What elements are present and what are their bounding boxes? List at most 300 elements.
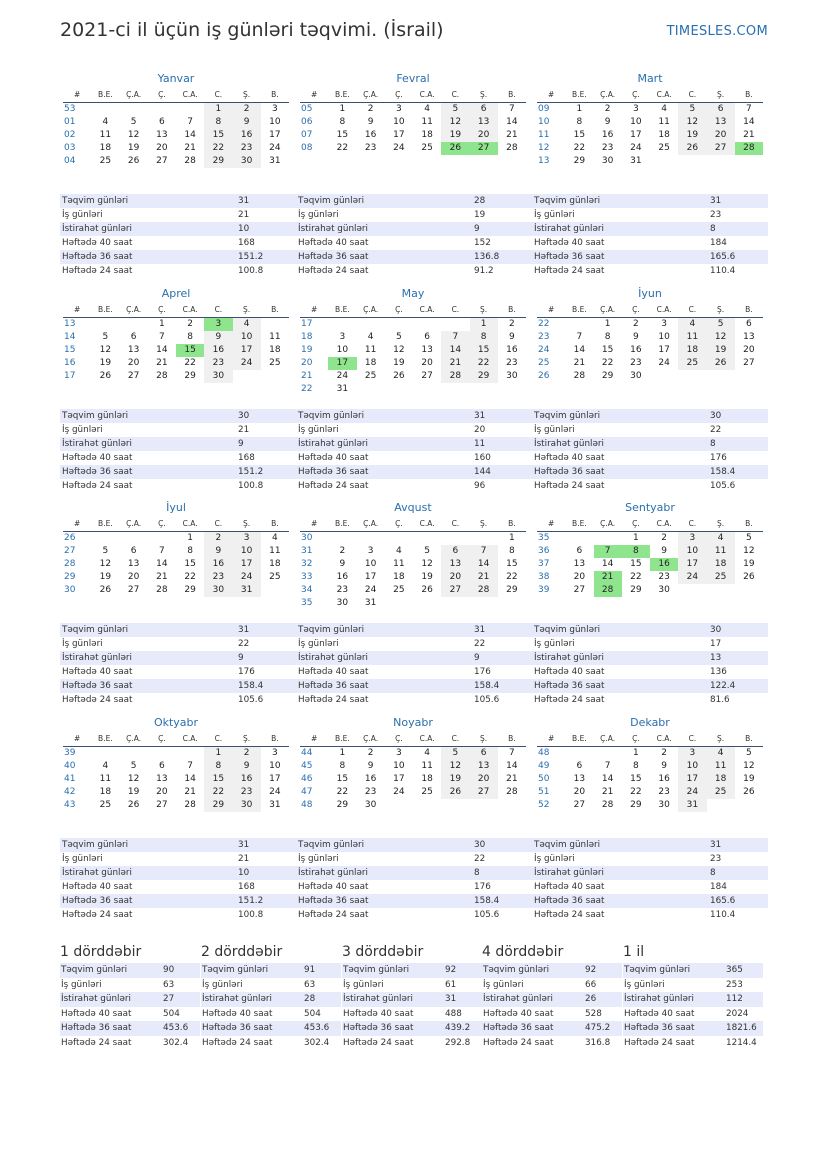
week-row [300, 102, 526, 116]
weekday-header: # [537, 732, 565, 746]
stat-value: 63 [303, 978, 341, 993]
stat-value: 9 [472, 222, 532, 236]
stat-value: 100.8 [236, 479, 296, 493]
day-cell: 4 [424, 103, 430, 114]
day-cell: 24 [658, 357, 670, 368]
week-row [537, 545, 763, 558]
stat-row [532, 236, 768, 250]
day-cell: 18 [269, 344, 281, 355]
weekend-day-cell: 24 [678, 786, 706, 799]
stat-value: 8 [708, 866, 768, 880]
weekend-day-cell: 5 [441, 746, 469, 760]
weekday-header: # [63, 303, 91, 317]
month-stats [532, 409, 768, 493]
month-name: Avqust [394, 501, 432, 514]
week-number: 35 [538, 532, 550, 543]
weekend-day-cell: 22 [470, 357, 498, 370]
day-cell: 23 [658, 571, 670, 582]
stat-value: 136 [708, 665, 768, 679]
stat-value: 10 [236, 866, 296, 880]
day-cell: 19 [421, 571, 433, 582]
day-cell [120, 317, 148, 331]
stat-value: 92 [444, 963, 482, 978]
week-number: 11 [538, 129, 550, 140]
month-name: Fevral [396, 72, 430, 85]
stat-row [60, 451, 296, 465]
stat-label: Təqvim günləri [532, 194, 708, 208]
day-cell: 20 [156, 142, 168, 153]
weekend-day-cell: 30 [204, 370, 232, 383]
stat-label: Həftədə 36 saat [60, 679, 236, 693]
weekday-header: C.A. [413, 732, 441, 746]
stat-value: 31 [472, 623, 532, 637]
stat-value: 152 [472, 236, 532, 250]
day-cell: 9 [633, 331, 639, 342]
day-cell [470, 597, 498, 610]
week-row [537, 155, 763, 168]
weekend-day-cell: 15 [204, 129, 232, 142]
day-cell [261, 370, 289, 383]
stat-row [482, 963, 622, 978]
stat-label: Həftədə 24 saat [296, 264, 472, 278]
weekend-day-cell: 17 [678, 558, 706, 571]
day-cell: 20 [573, 571, 586, 582]
day-cell: 17 [630, 129, 642, 140]
stat-row [532, 208, 768, 222]
stat-label: Həftədə 40 saat [532, 451, 708, 465]
stat-label: İş günləri [296, 208, 472, 222]
week-row [537, 129, 763, 142]
stat-value: 21 [236, 423, 296, 437]
week-row [300, 545, 526, 558]
day-cell: 27 [421, 370, 433, 381]
week-number: 41 [64, 773, 76, 784]
weekend-day-cell: 13 [470, 760, 498, 773]
day-cell: 13 [127, 344, 140, 355]
day-cell: 7 [187, 116, 193, 127]
week-number: 30 [301, 532, 313, 543]
day-cell: 7 [576, 331, 583, 342]
stat-row [296, 880, 532, 894]
stat-row [60, 437, 296, 451]
stat-label: Təqvim günləri [532, 838, 708, 852]
weekend-day-cell: 27 [470, 786, 498, 799]
stat-row [60, 880, 296, 894]
day-cell: 17 [269, 773, 281, 784]
month-calendar [63, 714, 289, 812]
week-row [300, 129, 526, 142]
stat-row [60, 679, 296, 693]
weekend-day-cell: 5 [441, 102, 469, 116]
day-cell: 25 [99, 799, 112, 810]
day-cell [120, 531, 148, 545]
weekend-day-cell: 10 [233, 545, 261, 558]
stat-value: 28 [472, 194, 532, 208]
day-cell: 14 [601, 773, 614, 784]
day-cell: 24 [269, 786, 281, 797]
day-cell [441, 383, 469, 396]
day-cell: 15 [184, 558, 196, 569]
week-number: 51 [538, 786, 550, 797]
stat-value: 91 [303, 963, 341, 978]
holiday-day-cell: 28 [594, 584, 622, 597]
weekday-header: B.E. [91, 517, 119, 531]
day-cell: 15 [601, 344, 614, 355]
stat-value: 160 [472, 451, 532, 465]
day-cell: 25 [658, 142, 670, 153]
day-cell: 5 [424, 545, 430, 556]
holiday-day-cell: 15 [176, 344, 204, 357]
day-cell: 13 [156, 773, 168, 784]
stat-row [296, 651, 532, 665]
weekday-header: B. [498, 517, 526, 531]
day-cell: 14 [743, 116, 755, 127]
day-cell: 7 [509, 103, 515, 114]
weekend-day-cell: 21 [441, 357, 469, 370]
day-cell [261, 584, 289, 597]
day-cell: 25 [269, 357, 281, 368]
weekend-day-cell: 5 [678, 102, 706, 116]
day-cell [707, 155, 735, 168]
week-row [63, 531, 289, 545]
stat-value: 2024 [725, 1007, 763, 1022]
day-cell: 6 [159, 116, 165, 127]
weekend-day-cell: 23 [233, 142, 261, 155]
weekday-header: # [63, 732, 91, 746]
month-stats [532, 838, 768, 922]
day-cell: 26 [127, 155, 140, 166]
day-cell: 14 [156, 558, 168, 569]
stat-row [201, 1007, 341, 1022]
stat-row [60, 236, 296, 250]
stat-row [532, 880, 768, 894]
weekday-header: # [537, 303, 565, 317]
weekend-day-cell: 31 [678, 799, 706, 812]
day-cell: 22 [336, 142, 349, 153]
day-cell: 8 [604, 331, 611, 342]
day-cell: 16 [364, 129, 377, 140]
weekday-header: C. [441, 88, 469, 102]
stat-label: Həftədə 36 saat [532, 679, 708, 693]
weekday-header: Ç.A. [594, 88, 622, 102]
day-cell: 2 [661, 532, 667, 543]
weekday-header: C. [441, 732, 469, 746]
day-cell [385, 597, 413, 610]
day-cell: 8 [187, 331, 193, 342]
weekend-day-cell: 14 [470, 558, 498, 571]
stat-row [60, 651, 296, 665]
week-row [63, 584, 289, 597]
weekend-day-cell: 26 [678, 142, 706, 155]
stat-label: İstirahət günləri [532, 866, 708, 880]
month-grid [300, 517, 526, 610]
weekend-day-cell: 19 [441, 129, 469, 142]
day-cell: 9 [367, 116, 374, 127]
week-number: 44 [301, 747, 313, 758]
day-cell: 30 [601, 155, 614, 166]
stat-value: 21 [236, 208, 296, 222]
stat-row [532, 679, 768, 693]
day-cell: 13 [573, 773, 586, 784]
stat-row [60, 963, 200, 978]
weekend-day-cell: 20 [441, 571, 469, 584]
day-cell: 13 [156, 129, 168, 140]
week-number: 14 [64, 331, 76, 342]
stat-value: 17 [708, 637, 768, 651]
day-cell: 11 [269, 331, 281, 342]
stat-label: İstirahət günləri [60, 866, 236, 880]
stat-row [532, 479, 768, 493]
stat-label: İş günləri [532, 852, 708, 866]
brand-link[interactable]: TIMESLES.COM [666, 24, 768, 39]
week-number: 48 [538, 747, 550, 758]
day-cell: 30 [506, 370, 518, 381]
day-cell: 18 [421, 129, 433, 140]
stat-label: Təqvim günləri [60, 963, 162, 978]
stat-label: Həftədə 24 saat [482, 1036, 584, 1051]
day-cell: 13 [573, 558, 586, 569]
stat-value: 31 [472, 409, 532, 423]
week-number: 07 [301, 129, 313, 140]
week-number: 19 [301, 344, 313, 355]
weekend-day-cell: 16 [233, 773, 261, 786]
stat-row [532, 465, 768, 479]
day-cell: 4 [102, 760, 109, 771]
day-cell: 13 [127, 558, 140, 569]
stat-label: İstirahət günləri [60, 222, 236, 236]
day-cell: 27 [156, 799, 168, 810]
weekday-header: C. [204, 732, 232, 746]
weekday-header: Ş. [233, 517, 261, 531]
stat-label: Təqvim günləri [296, 409, 472, 423]
week-number: 49 [538, 760, 550, 771]
stat-value: 1214.4 [725, 1036, 763, 1051]
day-cell [385, 531, 413, 545]
stat-value: 28 [303, 992, 341, 1007]
stat-label: Həftədə 24 saat [532, 693, 708, 707]
month-grid [300, 303, 526, 396]
week-number: 50 [538, 773, 550, 784]
stat-label: Həftədə 40 saat [296, 451, 472, 465]
week-row [63, 558, 289, 571]
month-calendar [63, 499, 289, 597]
weekday-header: Ç.A. [120, 517, 148, 531]
day-cell [120, 102, 148, 116]
weekend-day-cell: 9 [233, 116, 261, 129]
stat-label: Həftədə 40 saat [201, 1007, 303, 1022]
week-number: 53 [64, 103, 76, 114]
weekday-header: Ç.A. [357, 303, 385, 317]
weekday-header: Ç. [148, 517, 176, 531]
stat-label: Həftədə 36 saat [482, 1021, 584, 1036]
stat-label: İş günləri [60, 423, 236, 437]
weekend-day-cell: 11 [707, 760, 735, 773]
weekend-day-cell: 30 [204, 584, 232, 597]
stat-label: Həftədə 36 saat [201, 1021, 303, 1036]
day-cell: 6 [576, 545, 583, 556]
weekend-day-cell: 28 [441, 370, 469, 383]
stat-row [296, 236, 532, 250]
weekend-day-cell: 3 [233, 531, 261, 545]
stat-value: 475.2 [584, 1021, 622, 1036]
day-cell: 5 [396, 331, 402, 342]
stat-value: 176 [236, 665, 296, 679]
month-calendar [63, 70, 289, 168]
stat-label: İş günləri [60, 208, 236, 222]
day-cell: 28 [184, 799, 196, 810]
stat-label: İstirahət günləri [532, 437, 708, 451]
day-cell: 21 [573, 357, 586, 368]
day-cell: 1 [159, 318, 165, 329]
day-cell: 2 [339, 545, 346, 556]
stat-row [296, 222, 532, 236]
stat-label: İş günləri [60, 978, 162, 993]
month-name: Dekabr [630, 716, 670, 729]
day-cell: 13 [421, 344, 433, 355]
weekend-day-cell: 13 [707, 116, 735, 129]
day-cell: 10 [336, 344, 349, 355]
week-row [63, 746, 289, 760]
stat-value: 453.6 [303, 1021, 341, 1036]
stat-row [60, 264, 296, 278]
week-number: 17 [301, 318, 313, 329]
stat-value: 22 [472, 637, 532, 651]
day-cell [385, 383, 413, 396]
stat-row [342, 978, 482, 993]
stat-row [342, 1007, 482, 1022]
weekday-header: Ç. [385, 303, 413, 317]
month-stats [60, 409, 296, 493]
week-number: 39 [64, 747, 76, 758]
stat-label: İş günləri [342, 978, 444, 993]
day-cell [357, 317, 385, 331]
stat-row [296, 451, 532, 465]
week-row [537, 799, 763, 812]
stat-value: 176 [708, 451, 768, 465]
stat-row [296, 250, 532, 264]
stat-label: Həftədə 40 saat [60, 880, 236, 894]
week-row [300, 383, 526, 396]
stat-label: Təqvim günləri [482, 963, 584, 978]
day-cell: 10 [393, 116, 405, 127]
stat-row [532, 866, 768, 880]
month-calendar [300, 499, 526, 610]
day-cell: 19 [743, 558, 755, 569]
day-cell [650, 370, 678, 383]
weekend-day-cell: 11 [678, 331, 706, 344]
day-cell [707, 370, 735, 383]
holiday-day-cell: 21 [594, 571, 622, 584]
stat-row [60, 423, 296, 437]
stat-value: 20 [472, 423, 532, 437]
weekend-day-cell: 2 [233, 746, 261, 760]
week-number: 01 [64, 116, 76, 127]
page-title: 2021-ci il üçün iş günləri təqvimi. (İsrail) [60, 19, 444, 41]
month-grid [63, 732, 289, 812]
day-cell [357, 383, 385, 396]
stat-row [60, 665, 296, 679]
weekend-day-cell: 10 [233, 331, 261, 344]
stat-label: Təqvim günləri [623, 963, 725, 978]
stat-label: Həftədə 40 saat [342, 1007, 444, 1022]
stat-label: Həftədə 24 saat [296, 479, 472, 493]
weekend-day-cell: 13 [441, 558, 469, 571]
day-cell [328, 317, 356, 331]
day-cell [498, 597, 526, 610]
day-cell: 4 [396, 545, 402, 556]
day-cell [594, 531, 622, 545]
weekend-day-cell: 30 [233, 799, 261, 812]
stat-value: 27 [162, 992, 200, 1007]
week-row [300, 597, 526, 610]
stat-label: İstirahət günləri [342, 992, 444, 1007]
weekday-header: Ç.A. [357, 88, 385, 102]
stat-value: 112 [725, 992, 763, 1007]
stat-value: 292.8 [444, 1036, 482, 1051]
weekday-header: # [300, 88, 328, 102]
day-cell: 18 [99, 142, 112, 153]
day-cell: 2 [367, 747, 374, 758]
weekend-day-cell: 22 [204, 786, 232, 799]
month-grid [63, 88, 289, 168]
stat-value: 100.8 [236, 908, 296, 922]
weekend-day-cell: 8 [204, 760, 232, 773]
day-cell: 25 [99, 155, 112, 166]
stat-row [60, 194, 296, 208]
stat-value: 19 [472, 208, 532, 222]
week-number: 26 [64, 532, 76, 543]
weekend-day-cell: 18 [707, 558, 735, 571]
stat-label: Həftədə 24 saat [623, 1036, 725, 1051]
weekend-day-cell: 21 [470, 571, 498, 584]
stat-value: 23 [708, 208, 768, 222]
stat-value: 31 [708, 194, 768, 208]
day-cell: 12 [743, 545, 755, 556]
stat-label: Həftədə 40 saat [623, 1007, 725, 1022]
day-cell: 23 [630, 357, 642, 368]
weekend-day-cell: 19 [441, 773, 469, 786]
month-calendar [537, 70, 763, 168]
stat-row [532, 651, 768, 665]
week-number: 05 [301, 103, 313, 114]
weekend-day-cell: 2 [233, 102, 261, 116]
day-cell: 15 [630, 773, 642, 784]
stat-value: 488 [444, 1007, 482, 1022]
stat-row [296, 838, 532, 852]
day-cell [233, 370, 261, 383]
weekend-day-cell: 9 [233, 760, 261, 773]
day-cell [650, 155, 678, 168]
week-number: 39 [538, 584, 550, 595]
stat-value: 31 [444, 992, 482, 1007]
day-cell [735, 799, 763, 812]
day-cell: 17 [269, 129, 281, 140]
stat-label: Təqvim günləri [532, 409, 708, 423]
stat-row [532, 908, 768, 922]
weekend-day-cell: 19 [678, 129, 706, 142]
stat-value: 439.2 [444, 1021, 482, 1036]
week-row [63, 155, 289, 168]
weekend-day-cell: 6 [707, 102, 735, 116]
month-name: Sentyabr [625, 501, 675, 514]
stat-value: 22 [708, 423, 768, 437]
stat-value: 8 [708, 437, 768, 451]
day-cell: 29 [630, 799, 642, 810]
day-cell: 21 [506, 773, 518, 784]
day-cell [735, 155, 763, 168]
stat-label: Həftədə 40 saat [60, 451, 236, 465]
quarter-title: 1 dörddəbir [60, 944, 142, 960]
